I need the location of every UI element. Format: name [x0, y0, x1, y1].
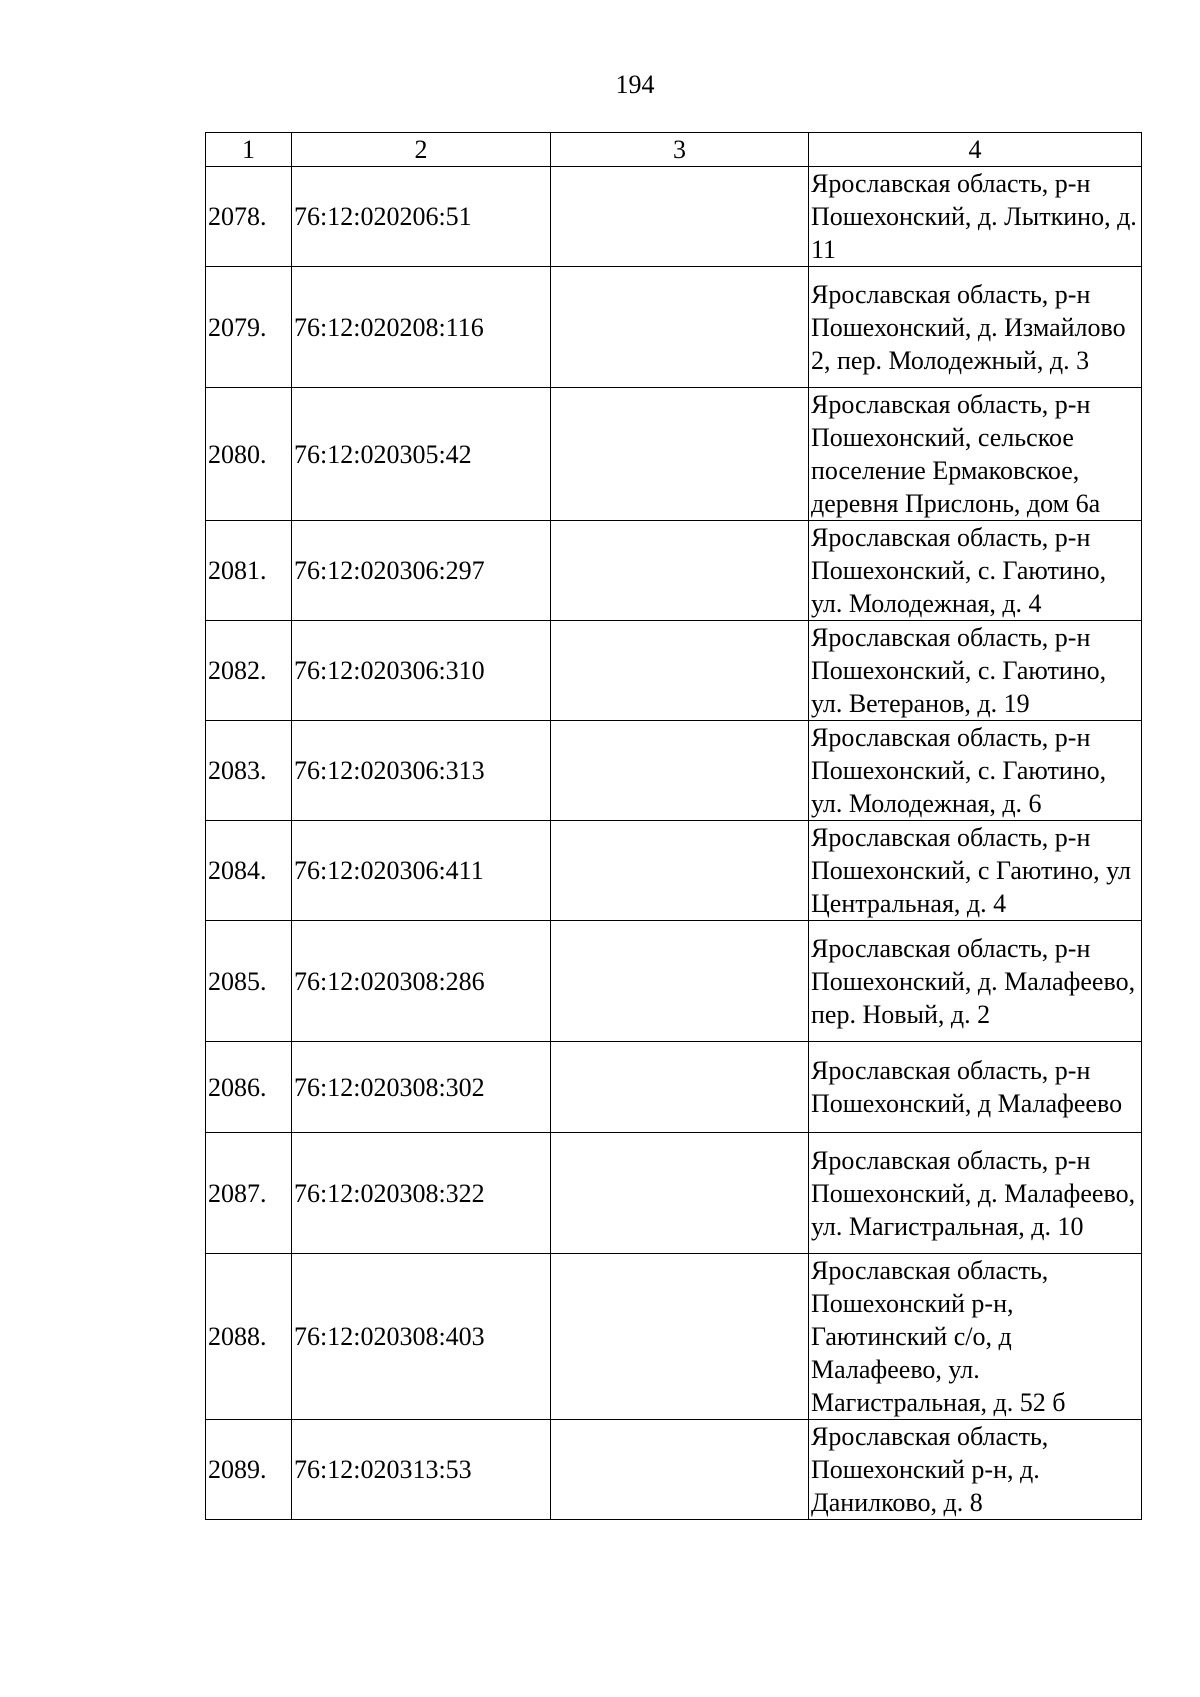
header-row — [206, 133, 1142, 167]
address: Ярославская область, Пошехонский р-н, д. Данилково, д. 8 — [809, 1420, 1142, 1520]
table-row — [206, 1254, 1142, 1420]
row-number: 2084. — [206, 821, 292, 921]
table-row — [206, 1420, 1142, 1520]
header-col-2: 2 — [292, 133, 551, 167]
column-3-cell — [551, 267, 809, 388]
row-number: 2083. — [206, 721, 292, 821]
header-col-3: 3 — [551, 133, 809, 167]
column-3-cell — [551, 821, 809, 921]
cadastral-number: 76:12:020306:313 — [292, 721, 551, 821]
address: Ярославская область, р-н Пошехонский, д. Лыткино, д. 11 — [809, 167, 1142, 267]
cadastral-number: 76:12:020308:403 — [292, 1254, 551, 1420]
cadastral-number: 76:12:020306:310 — [292, 621, 551, 721]
row-number: 2081. — [206, 521, 292, 621]
row-number: 2089. — [206, 1420, 292, 1520]
table-row — [206, 167, 1142, 267]
column-3-cell — [551, 1420, 809, 1520]
column-3-cell — [551, 721, 809, 821]
table-row — [206, 721, 1142, 821]
address: Ярославская область, р-н Пошехонский, сельское поселение Ермаковское, деревня Прислонь, дом 6а — [809, 388, 1142, 521]
page-number: 194 — [615, 70, 655, 99]
address: Ярославская область, р-н Пошехонский, д Малафеево — [809, 1042, 1142, 1133]
cadastral-number: 76:12:020308:322 — [292, 1133, 551, 1254]
address: Ярославская область, р-н Пошехонский, с. Гаютино, ул. Ветеранов, д. 19 — [809, 621, 1142, 721]
table-row — [206, 1133, 1142, 1254]
table-row — [206, 1042, 1142, 1133]
cadastral-number: 76:12:020206:51 — [292, 167, 551, 267]
column-3-cell — [551, 1042, 809, 1133]
cadastral-number: 76:12:020308:302 — [292, 1042, 551, 1133]
address: Ярославская область, Пошехонский р-н, Гаютинский с/о, д Малафеево, ул. Магистральная, д. 52 б — [809, 1254, 1142, 1420]
row-number: 2088. — [206, 1254, 292, 1420]
table-row — [206, 621, 1142, 721]
header-col-4: 4 — [809, 133, 1142, 167]
table-row — [206, 921, 1142, 1042]
cadastral-number: 76:12:020306:411 — [292, 821, 551, 921]
column-3-cell — [551, 621, 809, 721]
table-row — [206, 821, 1142, 921]
cadastral-number: 76:12:020306:297 — [292, 521, 551, 621]
column-3-cell — [551, 167, 809, 267]
column-3-cell — [551, 921, 809, 1042]
row-number: 2078. — [206, 167, 292, 267]
column-3-cell — [551, 1133, 809, 1254]
table-row — [206, 521, 1142, 621]
table-row — [206, 267, 1142, 388]
address: Ярославская область, р-н Пошехонский, с. Гаютино, ул. Молодежная, д. 6 — [809, 721, 1142, 821]
row-number: 2085. — [206, 921, 292, 1042]
row-number: 2086. — [206, 1042, 292, 1133]
address: Ярославская область, р-н Пошехонский, д. Малафеево, ул. Магистральная, д. 10 — [809, 1133, 1142, 1254]
column-3-cell — [551, 1254, 809, 1420]
registry-table — [205, 132, 1142, 1520]
cadastral-number: 76:12:020308:286 — [292, 921, 551, 1042]
table-row — [206, 388, 1142, 521]
header-col-1: 1 — [206, 133, 292, 167]
cadastral-number: 76:12:020208:116 — [292, 267, 551, 388]
column-3-cell — [551, 388, 809, 521]
cadastral-number: 76:12:020313:53 — [292, 1420, 551, 1520]
address: Ярославская область, р-н Пошехонский, д. Малафеево, пер. Новый, д. 2 — [809, 921, 1142, 1042]
address: Ярославская область, р-н Пошехонский, с. Гаютино, ул. Молодежная, д. 4 — [809, 521, 1142, 621]
row-number: 2079. — [206, 267, 292, 388]
row-number: 2087. — [206, 1133, 292, 1254]
row-number: 2080. — [206, 388, 292, 521]
address: Ярославская область, р-н Пошехонский, д. Измайлово 2, пер. Молодежный, д. 3 — [809, 267, 1142, 388]
cadastral-number: 76:12:020305:42 — [292, 388, 551, 521]
column-3-cell — [551, 521, 809, 621]
address: Ярославская область, р-н Пошехонский, с Гаютино, ул Центральная, д. 4 — [809, 821, 1142, 921]
row-number: 2082. — [206, 621, 292, 721]
